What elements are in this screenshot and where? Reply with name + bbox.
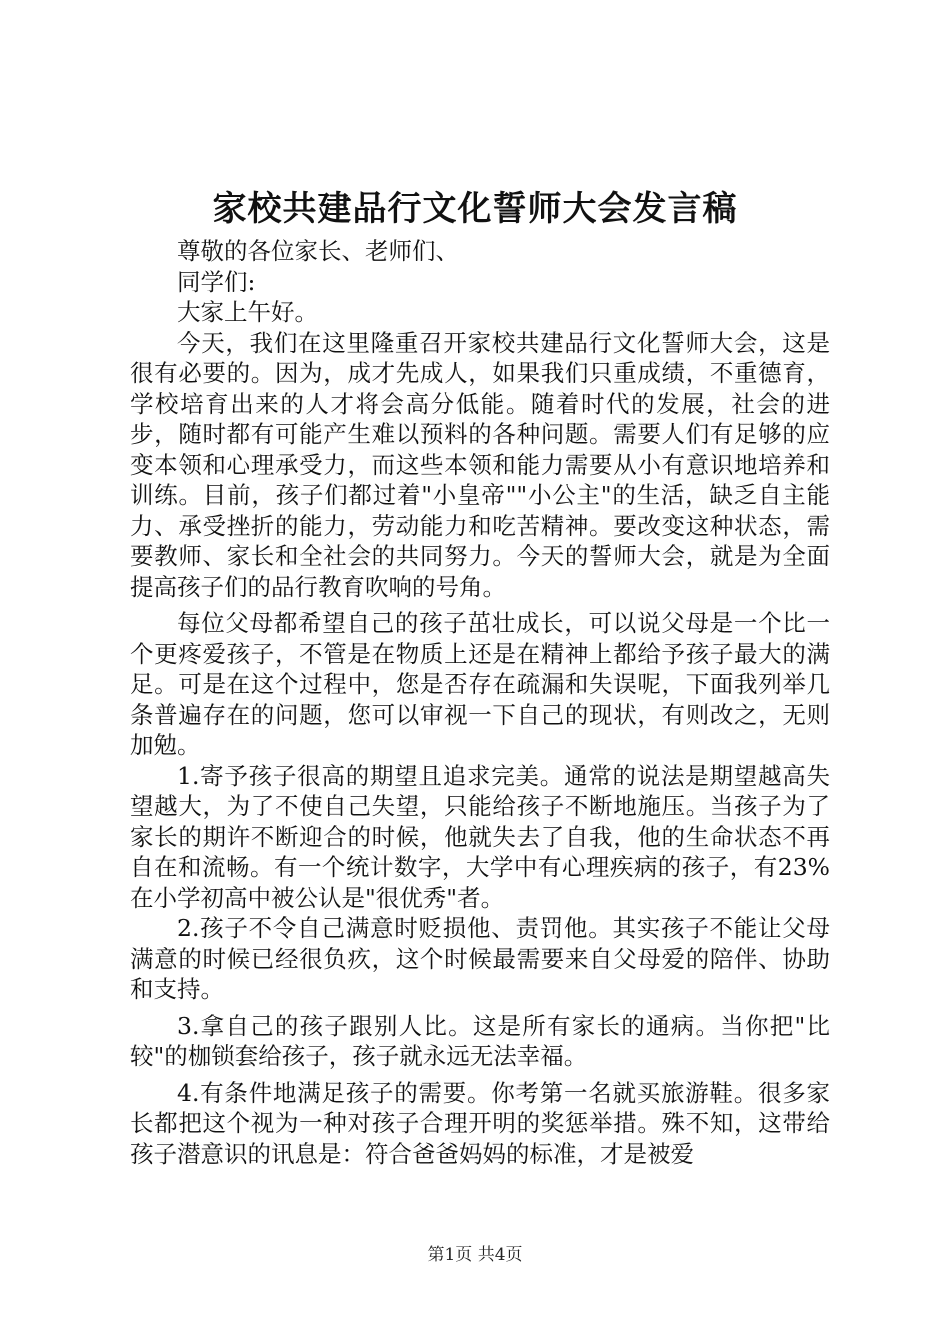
document-title: 家校共建品行文化誓师大会发言稿: [212, 189, 738, 229]
list-item-1: 1.寄予孩子很高的期望且追求完美。通常的说法是期望越高失望越大，为了不使自己失望，只能给孩子不断地施压。当孩子为了家长的期许不断迎合的时候，他就失去了自我，他的生命状态不再自在和流畅。有一个统计数字，大学中有心理疾病的孩子，有23%在小学初高中被公认是"很优秀"者。: [130, 761, 830, 912]
list-item-3: 3.拿自己的孩子跟别人比。这是所有家长的通病。当你把"比较"的枷锁套给孩子，孩子就永远无法幸福。: [130, 1011, 830, 1070]
list-item-2: 2.孩子不令自己满意时贬损他、责罚他。其实孩子不能让父母满意的时候已经很负疚，这个时候最需要来自父母爱的陪伴、协助和支持。: [130, 914, 830, 1003]
list-item-4: 4.有条件地满足孩子的需要。你考第一名就买旅游鞋。很多家长都把这个视为一种对孩子合理开明的奖惩举措。殊不知，这带给孩子潜意识的讯息是：符合爸爸妈妈的标准，才是被爱: [130, 1078, 830, 1168]
salutation-line-1: 尊敬的各位家长、老师们、: [177, 237, 459, 265]
salutation-line-2: 同学们:: [177, 267, 256, 296]
body-paragraph: 每位父母都希望自己的孩子茁壮成长，可以说父母是一个比一个更疼爱孩子，不管是在物质上还是在精神上都给予孩子最大的满足。可是在这个过程中，您是否存在疏漏和失误呢，下面我列举几条普遍存在的问题，您可以审视一下自己的现状，有则改之，无则加勉。: [130, 609, 830, 759]
page-footer: 第1页 共4页: [427, 1245, 523, 1265]
document-body: [130, 236, 830, 1169]
body-paragraph: 今天，我们在这里隆重召开家校共建品行文化誓师大会，这是很有必要的。因为，成才先成人，如果我们只重成绩，不重德育，学校培育出来的人才将会高分低能。随着时代的发展，社会的进步，随时都有可能产生难以预料的各种问题。需要人们有足够的应变本领和心理承受力，而这些本领和能力需要从小有意识地培养和训练。目前，孩子们都过着"小皇帝""小公主"的生活，缺乏自主能力、承受挫折的能力，劳动能力和吃苦精神。要改变这种状态，需要教师、家长和全社会的共同努力。今天的誓师大会，就是为全面提高孩子们的品行教育吹响的号角。: [130, 328, 830, 601]
greeting: 大家上午好。: [177, 298, 318, 326]
